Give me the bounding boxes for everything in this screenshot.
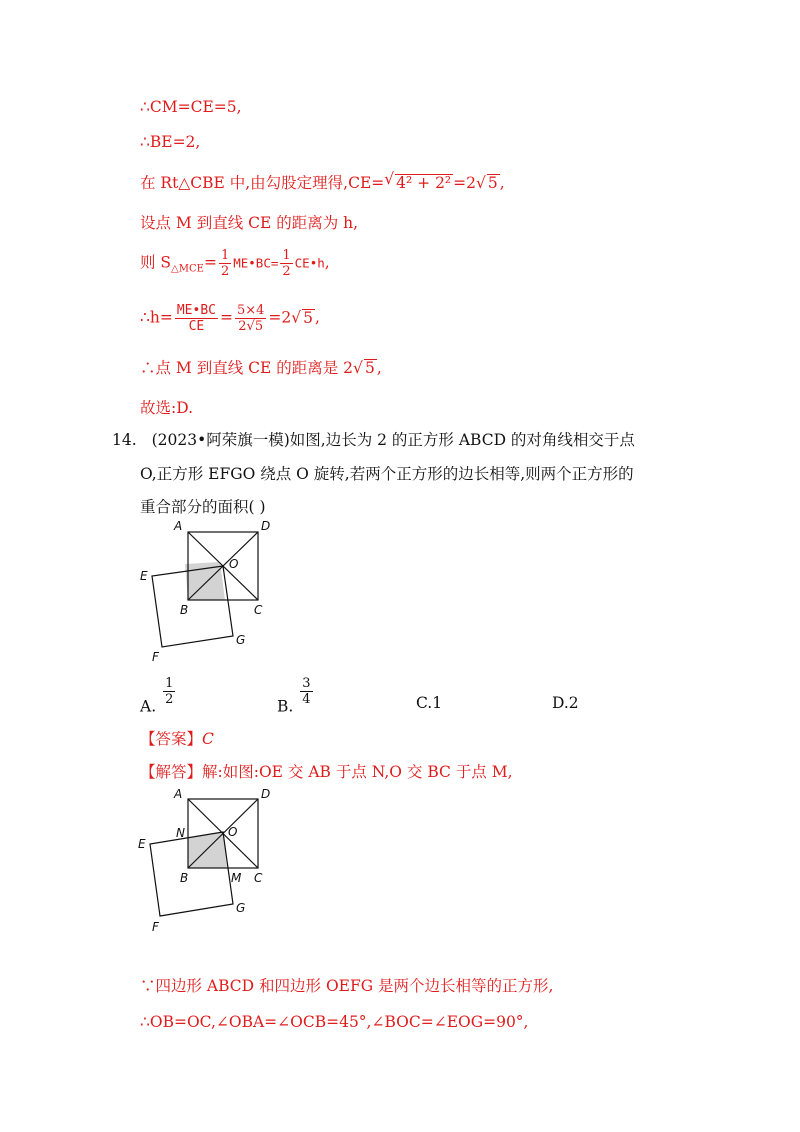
label-o: O	[229, 557, 239, 571]
analysis-label: 【解答】	[140, 763, 203, 781]
option-a[interactable]	[140, 676, 177, 723]
conclusion-line-1: ∵四边形 ABCD 和四边形 OEFG 是两个边长相等的正方形,	[140, 977, 554, 995]
label-e: E	[138, 837, 146, 851]
denominator: 2	[220, 264, 230, 279]
question-text-1: (2023•阿荣旗一模)如图,边长为 2 的正方形 ABCD 的对角线相交于点	[151, 431, 635, 449]
option-b-label: B.	[277, 697, 294, 716]
option-c[interactable]: C.1	[416, 694, 443, 712]
equals-two: =2	[453, 174, 477, 192]
label-a: A	[174, 787, 183, 801]
numerator: 1	[282, 248, 291, 263]
numerator: 3	[302, 676, 311, 691]
denominator: 4	[302, 692, 311, 707]
label-f: F	[152, 920, 159, 934]
option-b-fraction	[300, 676, 312, 707]
solution-line-h-value: ∴h= $\frac{ME•BC}{CE}$ = $\frac{5\times 4}{2√5}$ =2√ 5 ,	[140, 303, 320, 334]
label-d: D	[261, 787, 271, 801]
comma: ,	[315, 308, 320, 327]
option-b[interactable]	[277, 676, 315, 723]
fraction-me-bc-over-ce	[175, 303, 218, 334]
pythagoras-text: 在 Rt△CBE 中,由勾股定理得,	[140, 174, 349, 192]
label-f: F	[152, 650, 159, 664]
solution-choice: 故选:D.	[140, 399, 194, 417]
equals: =	[219, 308, 233, 327]
radicand-expression: 4² + 2²	[396, 174, 452, 192]
label-a: A	[174, 519, 183, 533]
fraction-half-2	[280, 248, 292, 279]
h-prefix: ∴h=	[140, 308, 173, 327]
label-m: M	[231, 871, 242, 885]
label-e: E	[140, 569, 148, 583]
label-b: B	[180, 603, 189, 617]
area-subscript: △MCE	[171, 263, 204, 275]
equals: =	[203, 253, 217, 272]
answer-line	[140, 728, 214, 750]
equals-two: =2	[268, 308, 292, 327]
distance-text: ∴点 M 到直线 CE 的距离是 2	[140, 359, 354, 377]
label-n: N	[176, 826, 185, 840]
option-a-label: A.	[140, 697, 157, 716]
option-a-fraction	[163, 676, 175, 707]
label-c: C	[254, 603, 263, 617]
ce-equals: CE=	[348, 174, 385, 192]
figure-2-squares	[130, 782, 290, 934]
radicand-five: 5	[364, 359, 375, 377]
figure-1-squares	[130, 514, 290, 664]
comma: ,	[324, 253, 330, 272]
label-o: O	[228, 825, 238, 839]
denominator: 2	[165, 692, 174, 707]
analysis-text: 解:如图:OE 交 AB 于点 N,O 交 BC 于点 M,	[202, 763, 513, 781]
fraction-half-1	[219, 248, 231, 279]
solution-line-pythagoras: 在 Rt△CBE 中,由勾股定理得,CE=√ 4² + 2² =2√ 5 ,	[140, 170, 505, 192]
solution-line-be: ∴BE=2,	[140, 133, 201, 151]
denominator: 2	[282, 264, 291, 279]
label-b: B	[180, 871, 189, 885]
numerator: 5×4	[236, 303, 265, 318]
solution-line-distance-h: 设点 M 到直线 CE 的距离为 h,	[140, 214, 359, 232]
comma: ,	[376, 359, 382, 377]
question-14-line-1	[112, 429, 635, 451]
denominator: 2√5	[238, 319, 264, 334]
label-g: G	[236, 633, 246, 647]
question-number: 14.	[112, 431, 137, 449]
solution-line-area	[140, 248, 330, 281]
solution-line-distance-result: ∴点 M 到直线 CE 的距离是 2√ 5 ,	[140, 359, 382, 377]
area-prefix: 则 S	[140, 253, 172, 272]
label-d: D	[261, 519, 271, 533]
ce-h: CE•h	[294, 255, 325, 271]
numerator: 1	[220, 248, 230, 263]
numerator: 1	[165, 676, 174, 691]
option-d[interactable]: D.2	[552, 694, 579, 712]
comma: ,	[499, 174, 505, 192]
solution-line-cm-ce: ∴CM=CE=5,	[140, 98, 242, 116]
analysis-line	[140, 761, 513, 783]
label-c: C	[254, 871, 263, 885]
numerator: ME•BC	[176, 303, 216, 318]
question-14-line-3: 重合部分的面积( )	[140, 498, 266, 516]
answer-label: 【答案】	[140, 730, 203, 748]
conclusion-line-2: ∴OB=OC,∠OBA=∠OCB=45°,∠BOC=∠EOG=90°,	[140, 1013, 529, 1031]
me-bc: ME•BC=	[233, 255, 279, 271]
denominator: CE	[188, 319, 205, 334]
label-g: G	[236, 901, 246, 915]
question-14-line-2: O,正方形 EFGO 绕点 O 旋转,若两个正方形的边长相等,则两个正方形的	[140, 465, 634, 483]
fraction-5x4	[235, 303, 266, 334]
answer-value: C	[202, 730, 214, 748]
radicand-five: 5	[487, 174, 498, 192]
radicand-five: 5	[303, 308, 314, 327]
